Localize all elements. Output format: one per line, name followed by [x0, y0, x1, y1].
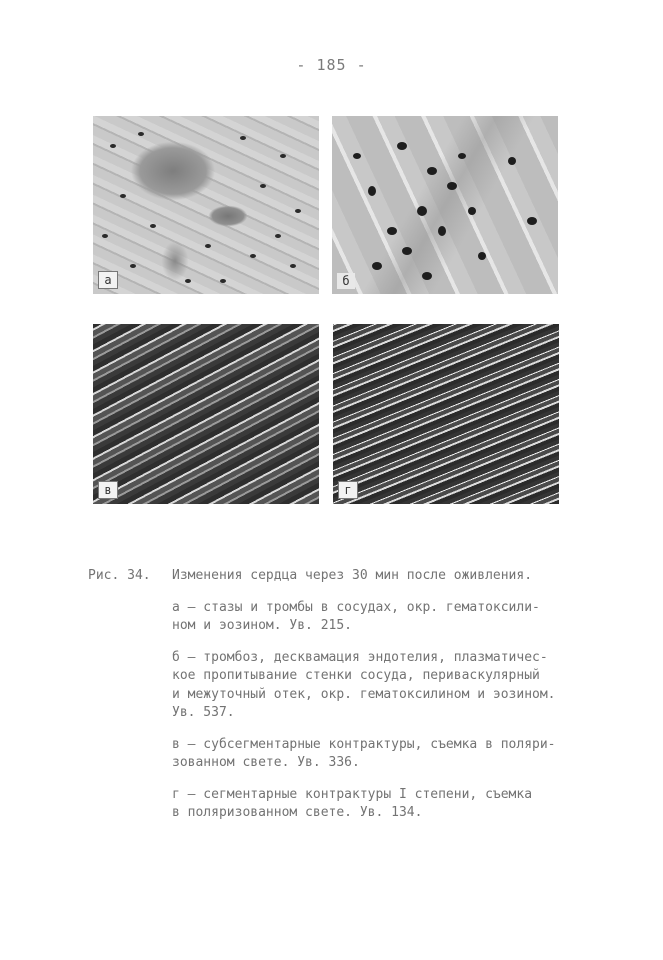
- caption-line: зованном свете. Ув. 336.: [172, 755, 360, 770]
- figure-caption: [88, 567, 598, 823]
- caption-item-d: [172, 786, 598, 823]
- caption-line: Ув. 537.: [172, 705, 235, 720]
- caption-line: в – субсегментарные контрактуры, съемка в поляри-: [172, 736, 556, 752]
- figure-label-a: а: [98, 271, 118, 289]
- caption-line: б – тромбоз, десквамация эндотелия, плазматичес-: [172, 649, 548, 665]
- micrograph-a: [93, 116, 319, 294]
- micrograph-c: [93, 324, 319, 504]
- micrograph-a-nuclei: [93, 116, 319, 294]
- caption-item-a: [172, 599, 598, 636]
- caption-line: и межуточный отек, окр. гематоксилином и эозином.: [172, 686, 556, 702]
- figure-label-c: в: [98, 481, 118, 499]
- caption-line: а – стазы и тромбы в сосудах, окр. гематоксили-: [172, 599, 540, 615]
- micrograph-b-nuclei: [332, 116, 558, 294]
- caption-item-c: [172, 736, 598, 773]
- caption-line: в поляризованном свете. Ув. 134.: [172, 805, 423, 820]
- page-number: - 185 -: [296, 56, 367, 74]
- caption-figure-ref: Рис. 34.: [88, 568, 151, 583]
- caption-line: ном и эозином. Ув. 215.: [172, 618, 353, 633]
- micrograph-b: [332, 116, 558, 294]
- caption-item-b: [172, 649, 598, 723]
- caption-title: Изменения сердца через 30 мин после оживления.: [172, 568, 533, 583]
- caption-line: г – сегментарные контрактуры I степени, съемка: [172, 786, 533, 802]
- caption-line: кое пропитывание стенки сосуда, периваскулярный: [172, 668, 540, 683]
- micrograph-d: [333, 324, 559, 504]
- figure-label-b: б: [337, 273, 355, 289]
- caption-header: [88, 567, 598, 586]
- figure-label-d: г: [338, 481, 358, 499]
